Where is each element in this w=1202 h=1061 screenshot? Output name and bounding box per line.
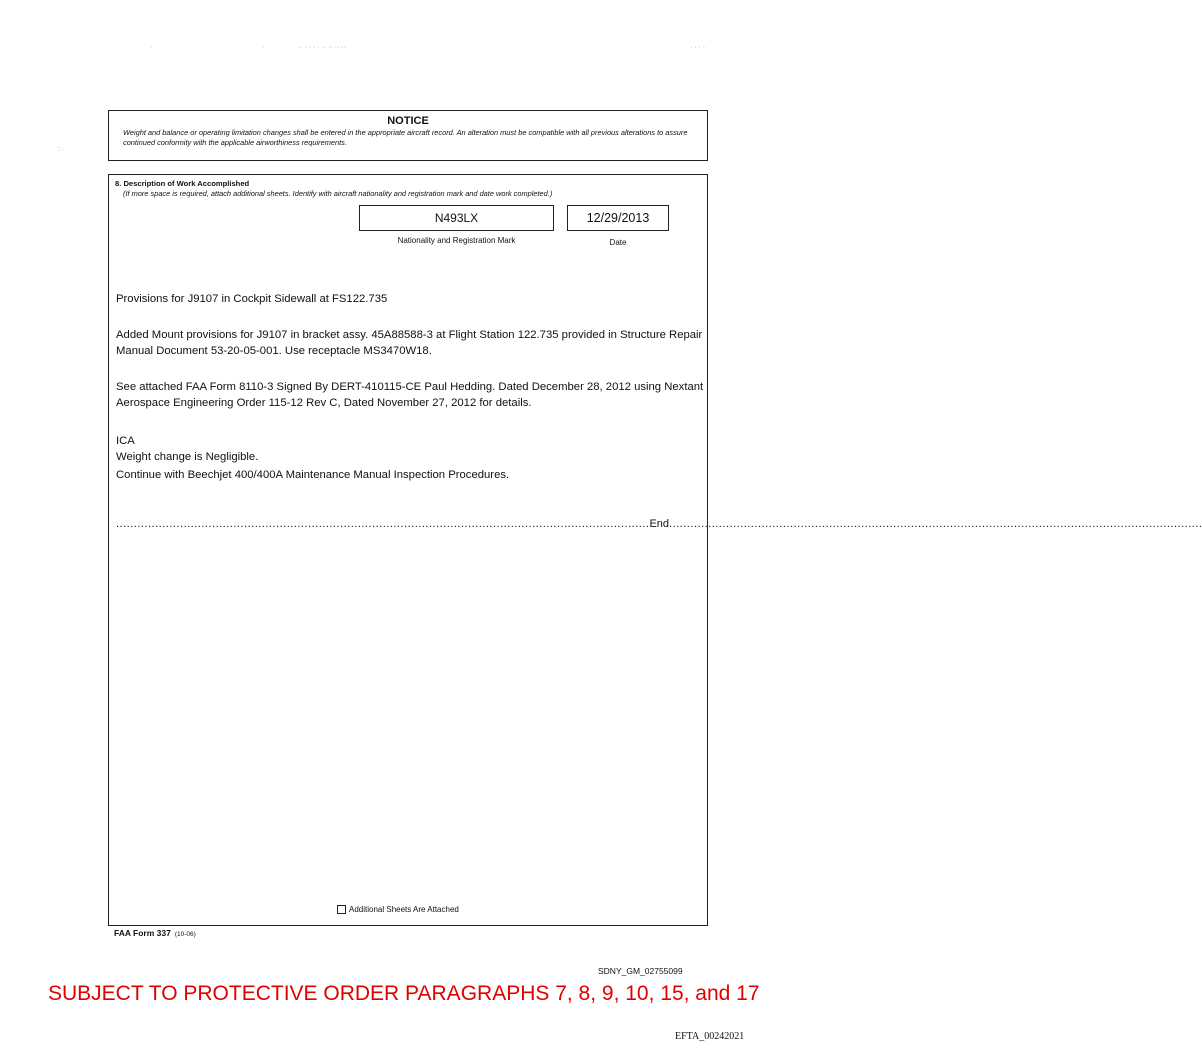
work-paragraph-2: Added Mount provisions for J9107 in bracket assy. 45A88588-3 at Flight Station 122.735 provided in Structure Repair Manual Document 53-20-05-001. Use receptacle MS3470W18.: [116, 329, 703, 357]
form-name: FAA Form 337: [114, 928, 171, 938]
scan-speck: ·· · · · · ·· ·· ·· ··: [298, 44, 347, 51]
registration-mark-field: N493LX: [359, 205, 554, 231]
scan-speck: : ·: [58, 146, 65, 153]
additional-sheets-label: Additional Sheets Are Attached: [349, 905, 459, 914]
ica-line-1: Weight change is Negligible.: [116, 451, 259, 463]
dotted-leader: ......................................................................................................................................................: [669, 518, 1202, 530]
notice-title: NOTICE: [387, 115, 429, 127]
protective-order-stamp: SUBJECT TO PROTECTIVE ORDER PARAGRAPHS 7, 8, 9, 10, 15, and 17: [48, 982, 760, 1005]
scan-speck: · · · ·: [690, 44, 706, 51]
end-marker-line: [116, 518, 1202, 530]
date-label: Date: [609, 238, 627, 247]
dotted-leader: ......................................................................................................................................................: [116, 518, 650, 530]
ica-heading: ICA: [116, 435, 135, 447]
work-paragraph-3: See attached FAA Form 8110-3 Signed By DERT-410115-CE Paul Hedding. Dated December 28, 2012 using Nextant Aerospace Engineering Order 115-12 Rev C, Dated November 27, 2012 for details.: [116, 381, 704, 409]
bates-number-efta: EFTA_00242021: [675, 1031, 745, 1042]
date-field: 12/29/2013: [567, 205, 669, 231]
notice-text: Weight and balance or operating limitation changes shall be entered in the appropriate aircraft record. An alteration must be compatible with all previous alterations to assure continued conformity with the applicable airworthiness requirements.: [123, 128, 688, 147]
additional-sheets-checkbox[interactable]: [337, 905, 346, 914]
form-identifier: [114, 928, 196, 938]
bates-number-sdny: SDNY_GM_02755099: [598, 966, 683, 976]
registration-mark-label: Nationality and Registration Mark: [397, 236, 516, 245]
additional-sheets-row: [337, 905, 459, 914]
ica-line-2: Continue with Beechjet 400/400A Maintenance Manual Inspection Procedures.: [116, 469, 510, 481]
section-heading: 8. Description of Work Accomplished: [115, 179, 250, 188]
form-version: (10-06): [174, 931, 196, 938]
work-paragraph-1: Provisions for J9107 in Cockpit Sidewall at FS122.735: [116, 293, 388, 305]
scan-speck: ·: [150, 44, 153, 51]
work-description-section: [108, 174, 1202, 926]
end-marker: End: [649, 518, 670, 530]
section-instructions: (If more space is required, attach additional sheets. Identify with aircraft nationality and registration mark and date work completed.): [123, 189, 553, 198]
scan-speck: ·: [262, 44, 265, 51]
notice-box: [108, 110, 708, 161]
